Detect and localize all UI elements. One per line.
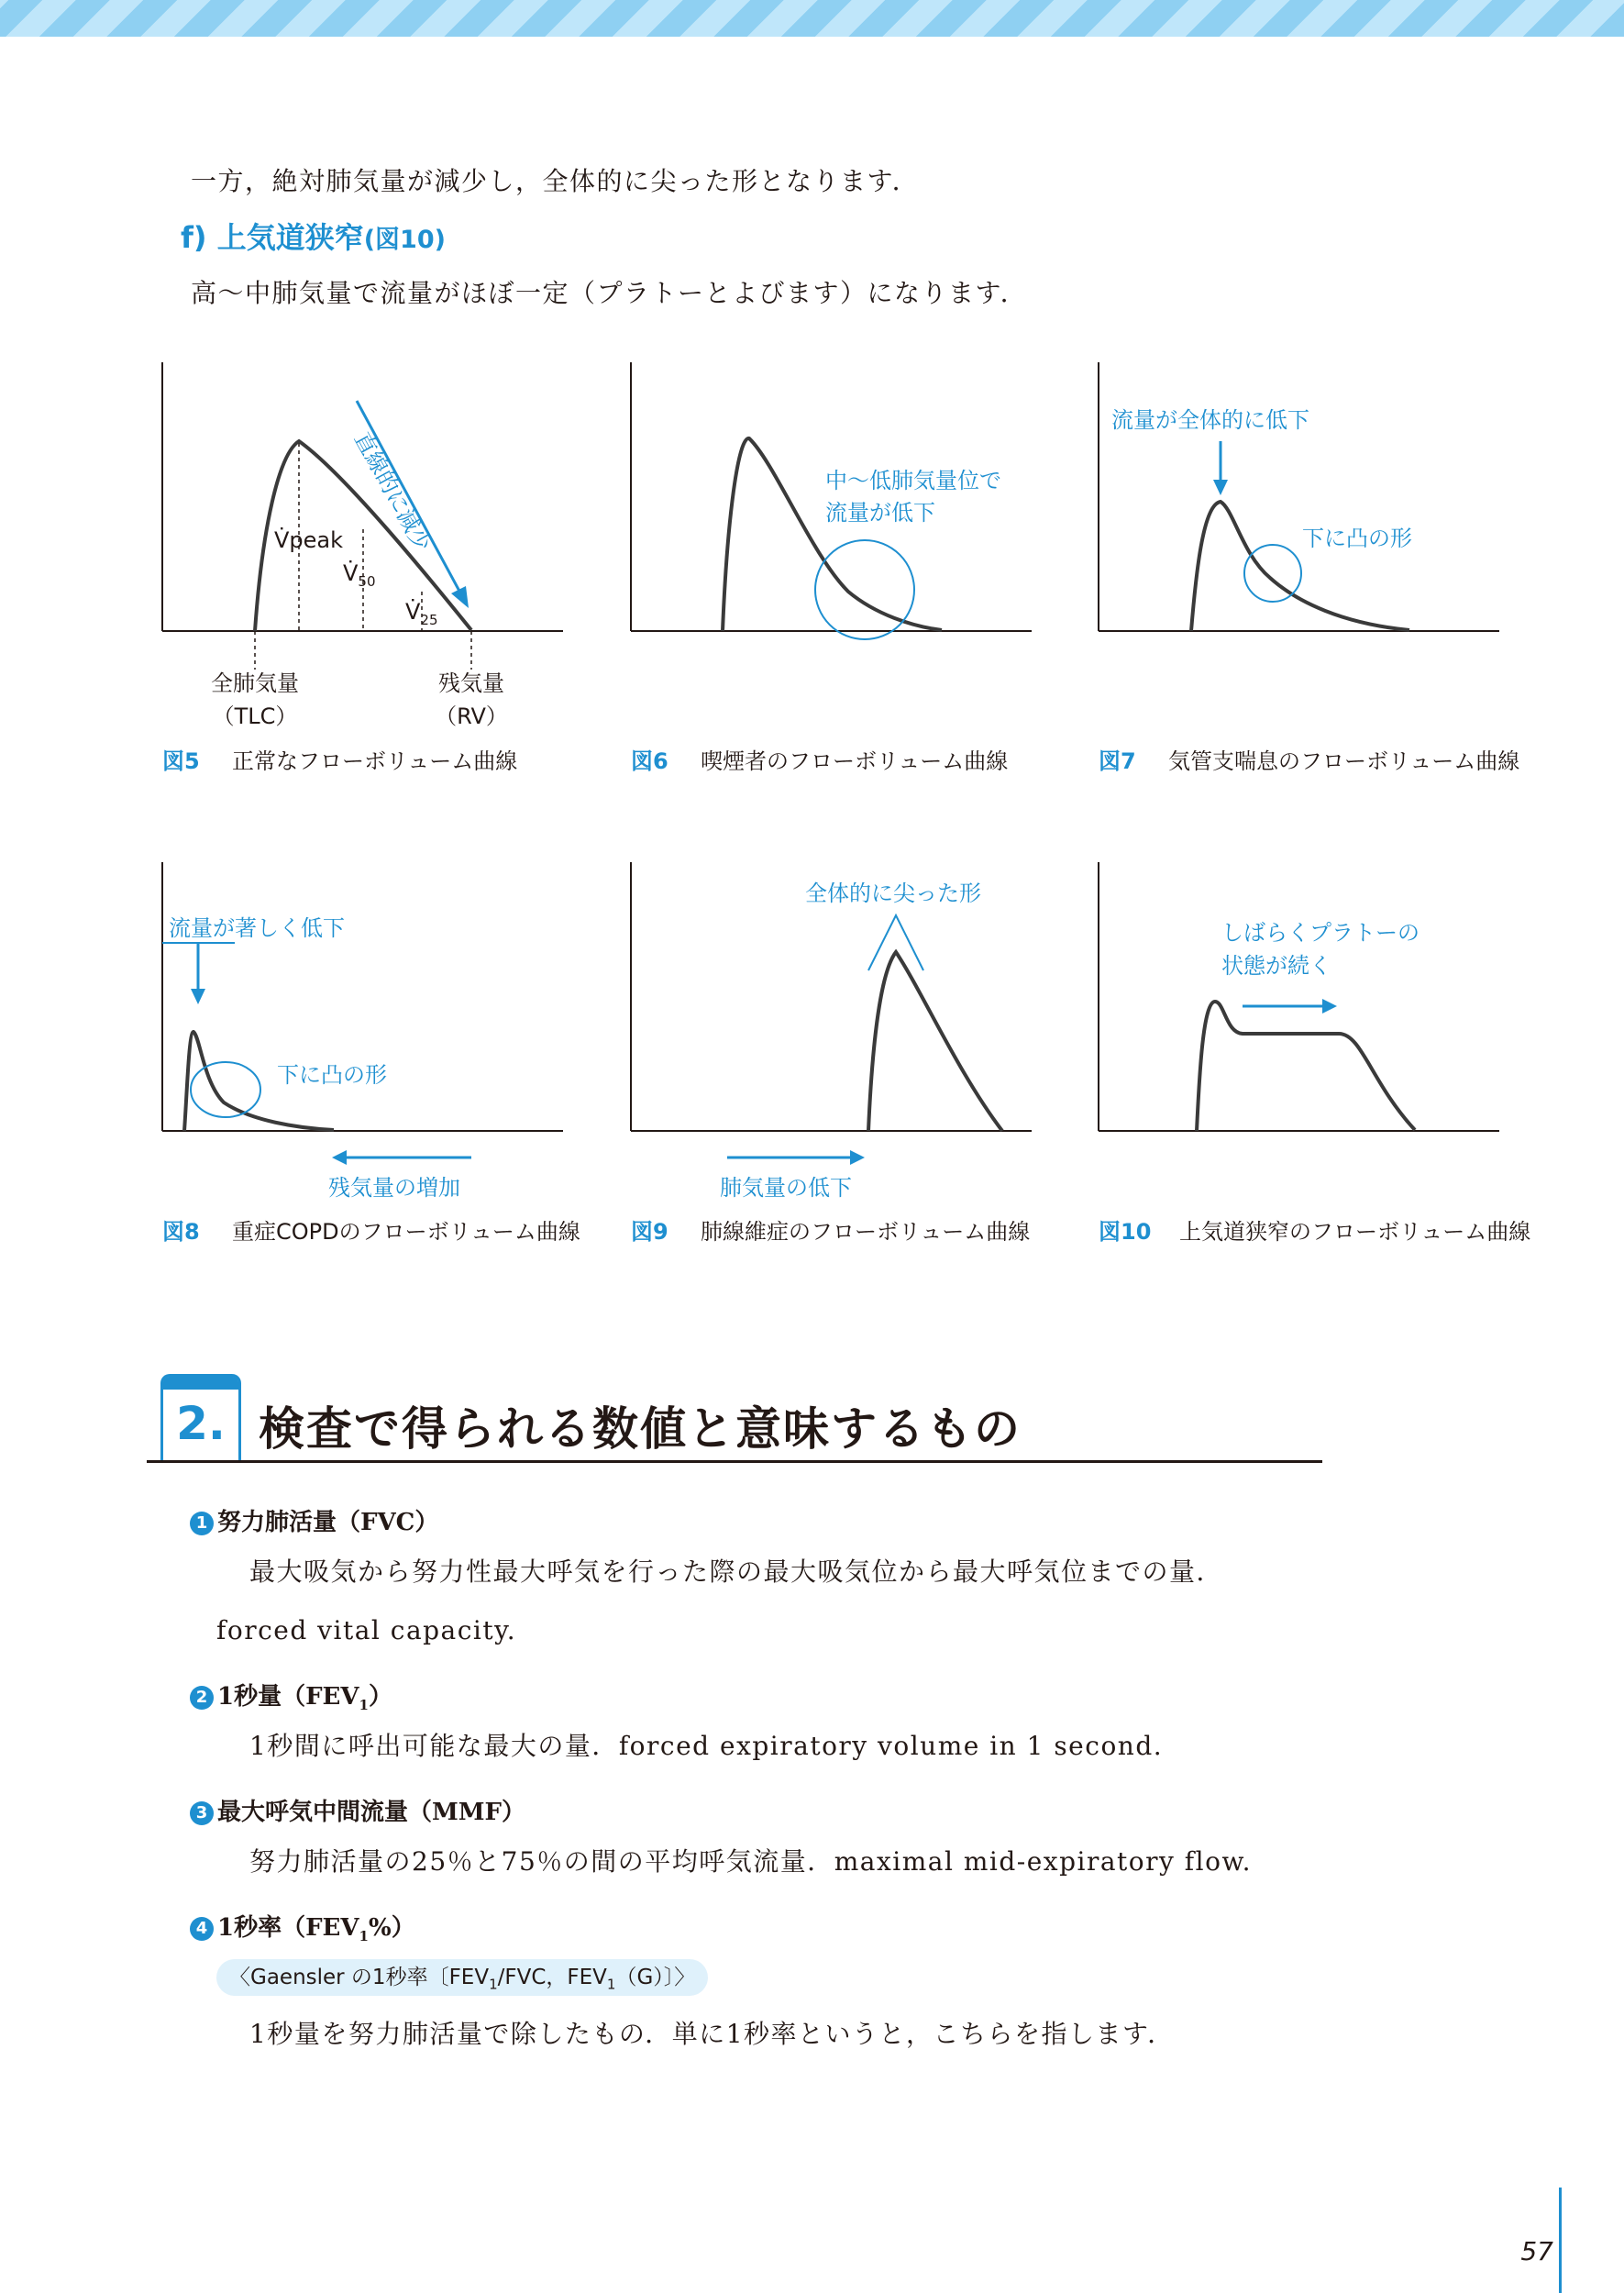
- label-tlc-abbr: （TLC）: [212, 703, 298, 729]
- item-2-heading: [190, 1680, 392, 1722]
- label-top: 流量が全体的に低下: [1111, 407, 1309, 433]
- figure-7-caption: [1099, 746, 1534, 777]
- item-3-heading: [190, 1796, 525, 1829]
- label-note-2: 流量が低下: [825, 500, 935, 526]
- figure-8-caption: [162, 1216, 598, 1247]
- figure-8-caption-text: 重症COPDのフローボリューム曲線: [232, 1219, 580, 1245]
- item-1-heading: [190, 1506, 438, 1539]
- figure-7-plot: [1096, 362, 1527, 656]
- item-1-english: forced vital capacity.: [216, 1615, 517, 1645]
- right-arrow-head: [1322, 999, 1337, 1014]
- figure-7: [1096, 362, 1527, 656]
- figure-10: [1096, 862, 1527, 1156]
- item-2-definition: 1秒間に呼出可能な最大の量．forced expiratory volume in 1 second.: [249, 1731, 1164, 1761]
- label-note: 下に凸の形: [277, 1062, 387, 1088]
- label-note: 下に凸の形: [1302, 526, 1412, 551]
- section-rule: [147, 1460, 1322, 1463]
- subsection-paragraph: 高〜中肺気量で流量がほぼ一定（プラトーとよびます）になります．: [191, 278, 1028, 308]
- intro-paragraph: 一方，絶対肺気量が減少し，全体的に尖った形となります．: [191, 166, 920, 196]
- item-3-badge: 3: [190, 1801, 214, 1825]
- label-v25: $V̇_{25}$: [405, 599, 438, 628]
- label-note-1: 中〜低肺気量位で: [825, 468, 1001, 493]
- figure-8: [160, 862, 591, 1201]
- figure-10-caption-text: 上気道狭窄のフローボリューム曲線: [1179, 1219, 1531, 1245]
- figure-7-caption-text: 気管支喘息のフローボリューム曲線: [1168, 748, 1520, 774]
- label-rv: 残気量: [438, 670, 504, 696]
- item-3-title: 最大呼気中間流量（MMF）: [217, 1799, 526, 1826]
- highlight-circle: [815, 540, 914, 639]
- figure-10-caption: [1099, 1216, 1534, 1247]
- top-decorative-band: [0, 0, 1624, 37]
- item-1-badge: 1: [190, 1512, 214, 1535]
- section-title: 検査で得られる数値と意味するもの: [259, 1402, 1022, 1456]
- figure-8-plot: [160, 862, 591, 1201]
- label-note-2: 状態が続く: [1221, 953, 1331, 979]
- label-tlc: 全肺気量: [211, 670, 299, 696]
- item-1-title: 努力肺活量（FVC）: [217, 1509, 439, 1536]
- label-linear-decrease: 直線的に減少: [348, 427, 436, 556]
- item-2-badge: 2: [190, 1686, 214, 1710]
- item-4-heading: [190, 1911, 415, 1953]
- highlight-circle: [191, 1062, 260, 1117]
- figure-7-number: 図7: [1099, 748, 1136, 774]
- label-vpeak: V̇peak: [274, 527, 344, 553]
- item-4-title: 1秒率$(FEV_1\%)$: [217, 1914, 415, 1945]
- label-rv-abbr: （RV）: [435, 703, 508, 729]
- figure-5-caption: [162, 746, 598, 777]
- item-3-definition: 努力肺活量の25％と75％の間の平均呼気流量．maximal mid-expiratory flow.: [249, 1846, 1252, 1877]
- figure-5-caption-text: 正常なフローボリューム曲線: [232, 748, 518, 774]
- page-number: 57: [1520, 2236, 1553, 2266]
- figure-5-number: 図5: [162, 748, 200, 774]
- figure-10-number: 図10: [1099, 1219, 1152, 1245]
- item-2-title: 1秒量$(FEV_1)$: [217, 1683, 392, 1714]
- figure-6-caption-text: 喫煙者のフローボリューム曲線: [701, 748, 1009, 774]
- figure-6-caption: [631, 746, 1066, 777]
- subsection-ref: (図10): [363, 226, 446, 254]
- right-arrow-head: [850, 1150, 865, 1165]
- figure-6-plot: [628, 362, 1059, 656]
- label-top: 全体的に尖った形: [805, 881, 981, 906]
- figure-6: [628, 362, 1059, 656]
- figure-8-number: 図8: [162, 1219, 200, 1245]
- page-number-rule: [1559, 2188, 1562, 2293]
- gaensler-pill: 〈Gaensler の1秒率〔$FEV_1$/FVC，$FEV_1(G)$〕〉: [216, 1959, 708, 1996]
- section-number: 2.: [176, 1397, 226, 1450]
- subsection-heading: [181, 218, 446, 260]
- figure-5: [160, 362, 591, 729]
- label-bottom: 残気量の増加: [328, 1175, 460, 1201]
- down-arrow-head: [191, 989, 205, 1004]
- label-v50: $V̇_{50}$: [343, 560, 376, 590]
- flow-volume-curve: [1197, 1002, 1415, 1131]
- item-1-definition: 最大吸気から努力性最大呼気を行った際の最大吸気位から最大呼気位までの量．: [249, 1556, 1224, 1587]
- item-4-badge: 4: [190, 1917, 214, 1941]
- down-arrow-head: [1213, 480, 1228, 495]
- figure-9: [628, 862, 1059, 1201]
- figure-10-plot: [1096, 862, 1527, 1156]
- left-arrow-head: [332, 1150, 347, 1165]
- flow-volume-curve: [868, 952, 1002, 1131]
- label-top: 流量が著しく低下: [169, 915, 345, 941]
- figure-9-plot: [628, 862, 1059, 1201]
- item-4-definition: 1秒量を努力肺活量で除したもの．単に1秒率というと，こちらを指します．: [249, 2019, 1175, 2049]
- section-number-box: [160, 1374, 241, 1460]
- subsection-label: f) 上気道狭窄: [181, 220, 364, 255]
- diagonal-arrow-head: [451, 586, 469, 608]
- figure-6-number: 図6: [631, 748, 668, 774]
- highlight-circle: [1244, 545, 1301, 602]
- figure-5-plot: [160, 362, 591, 729]
- figure-9-caption-text: 肺線維症のフローボリューム曲線: [701, 1219, 1031, 1245]
- label-bottom: 肺気量の低下: [720, 1175, 852, 1201]
- figure-9-number: 図9: [631, 1219, 668, 1245]
- figure-9-caption: [631, 1216, 1066, 1247]
- label-note-1: しばらくプラトーの: [1221, 920, 1420, 946]
- peak-chevron: [868, 915, 923, 970]
